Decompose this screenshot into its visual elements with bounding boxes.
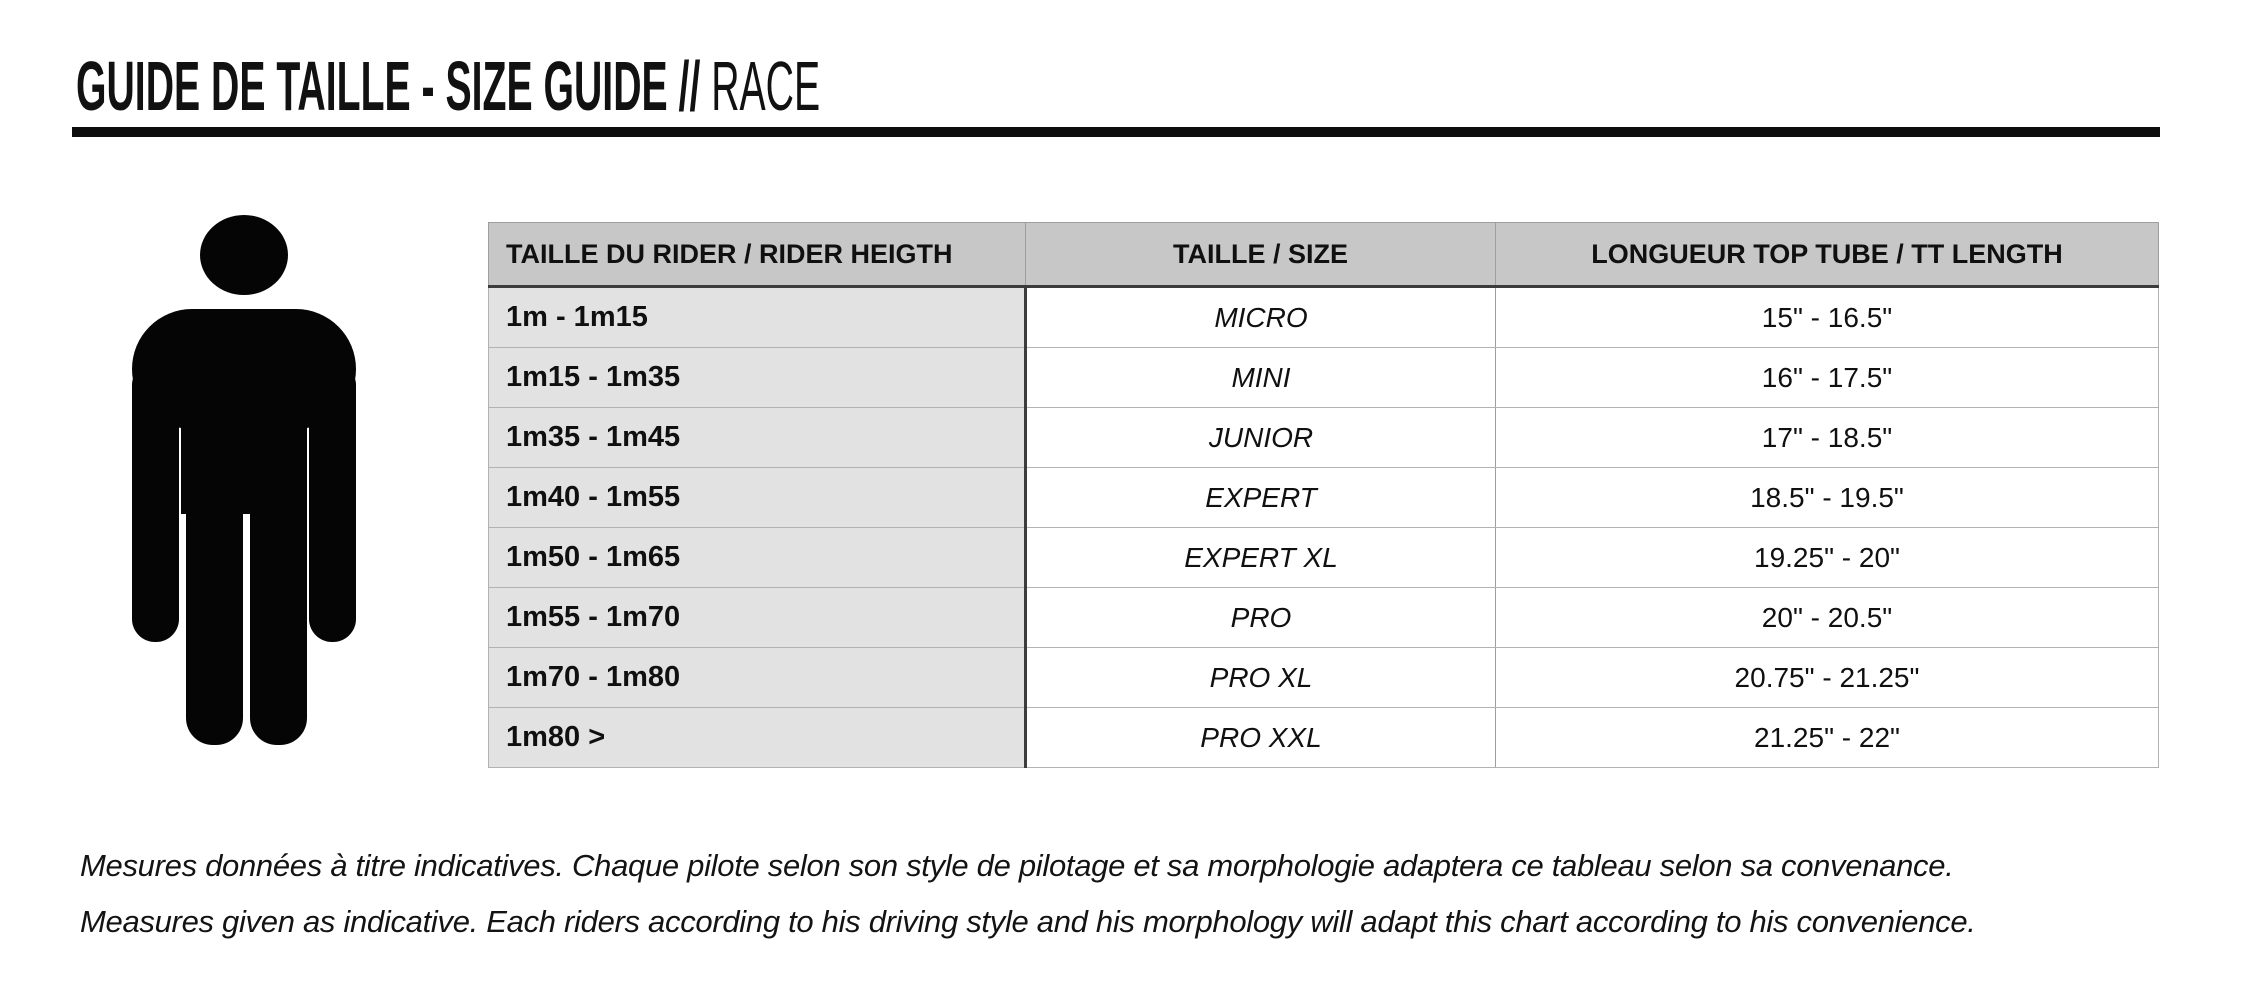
size-cell: MINI [1026,348,1496,408]
page-title-accent: RACE [711,47,821,125]
size-cell: EXPERT XL [1026,528,1496,588]
table-row [489,528,2159,588]
size-guide-table-header [489,223,2159,287]
tt-length-cell: 15" - 16.5" [1496,287,2159,348]
rider-height-cell: 1m70 - 1m80 [489,648,1026,708]
table-row [489,348,2159,408]
tt-length-cell: 20" - 20.5" [1496,588,2159,648]
rider-height-cell: 1m80 > [489,708,1026,768]
table-row [489,287,2159,348]
size-guide-table-body [489,287,2159,768]
size-guide-table [488,222,2159,768]
table-row [489,588,2159,648]
rider-height-cell: 1m15 - 1m35 [489,348,1026,408]
size-cell: MICRO [1026,287,1496,348]
tt-length-cell: 18.5" - 19.5" [1496,468,2159,528]
rider-height-cell: 1m55 - 1m70 [489,588,1026,648]
table-row [489,708,2159,768]
rider-height-cell: 1m40 - 1m55 [489,468,1026,528]
page-title [76,46,820,126]
tt-length-cell: 17" - 18.5" [1496,408,2159,468]
size-cell: PRO [1026,588,1496,648]
size-cell: EXPERT [1026,468,1496,528]
column-header-rider-height: TAILLE DU RIDER / RIDER HEIGTH [489,223,1026,287]
table-row [489,468,2159,528]
table-row [489,648,2159,708]
disclaimer-line-fr: Mesures données à titre indicatives. Chaque pilote selon son style de pilotage et sa morphologie adaptera ce tableau selon sa convenance. [80,848,1954,883]
size-cell: PRO XL [1026,648,1496,708]
column-header-size: TAILLE / SIZE [1026,223,1496,287]
person-icon [130,212,358,747]
page-title-main: GUIDE DE TAILLE - SIZE GUIDE // [76,47,712,125]
tt-length-cell: 16" - 17.5" [1496,348,2159,408]
rider-height-cell: 1m - 1m15 [489,287,1026,348]
size-cell: PRO XXL [1026,708,1496,768]
person-silhouette-icon [130,212,358,747]
tt-length-cell: 19.25" - 20" [1496,528,2159,588]
rider-height-cell: 1m35 - 1m45 [489,408,1026,468]
rider-height-cell: 1m50 - 1m65 [489,528,1026,588]
table-row [489,408,2159,468]
title-divider-rule [72,127,2160,137]
disclaimer-line-en: Measures given as indicative. Each riders according to his driving style and his morphology will adapt this chart according to his convenience. [80,904,1976,939]
column-header-tt-length: LONGUEUR TOP TUBE / TT LENGTH [1496,223,2159,287]
disclaimer-note [80,838,2217,950]
tt-length-cell: 21.25" - 22" [1496,708,2159,768]
size-cell: JUNIOR [1026,408,1496,468]
tt-length-cell: 20.75" - 21.25" [1496,648,2159,708]
